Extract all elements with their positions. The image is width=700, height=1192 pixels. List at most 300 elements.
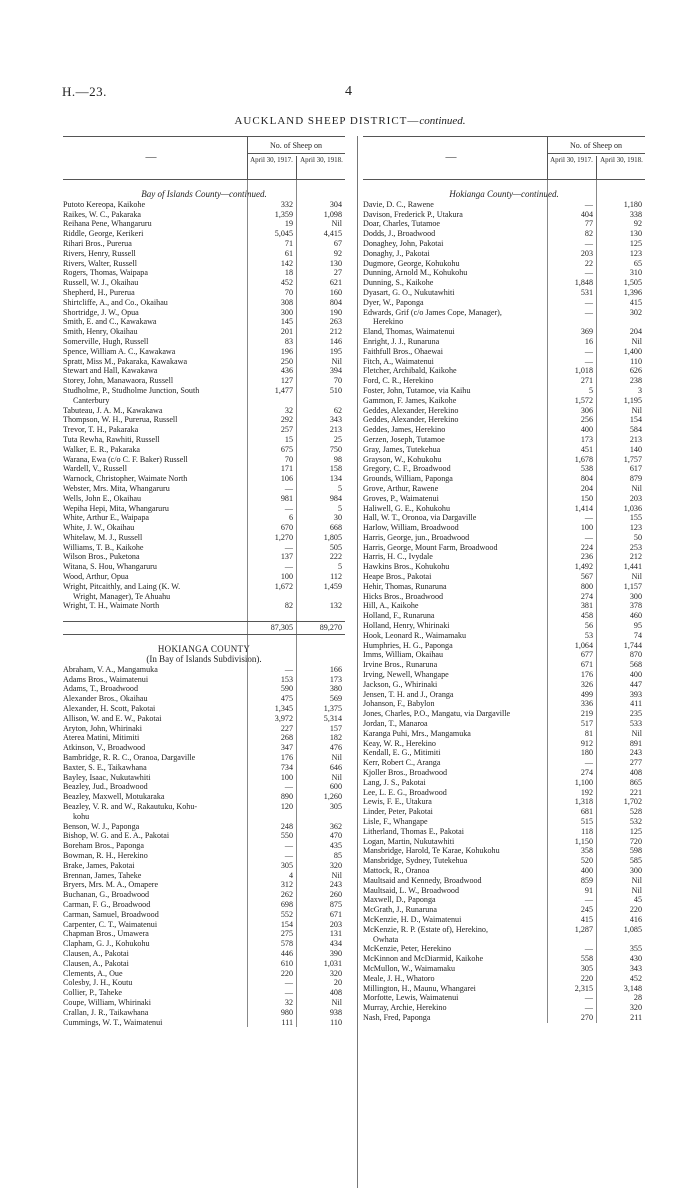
holder-name: Brake, James, Pakotai — [63, 860, 135, 870]
sheep-1917: 452 — [280, 278, 293, 288]
section-heading: Bay of Islands County—continued. — [141, 189, 267, 199]
table-row — [363, 406, 645, 416]
sheep-1917: 77 — [584, 219, 593, 229]
holder-name: Bowman, R. H., Herekino — [63, 851, 148, 860]
holder-name: Mansbridge, Harold, Te Karae, Kohukohu — [363, 846, 500, 856]
table-row — [63, 978, 345, 988]
holder-name: Shirtcliffe, A., and Co., Okaihau — [63, 297, 168, 307]
table-row — [363, 327, 645, 337]
sheep-1917: 196 — [280, 346, 293, 356]
sheep-1917: 271 — [580, 376, 593, 386]
sheep-1918: Nil — [331, 997, 342, 1007]
holder-name: Davison, Frederick P., Utakura — [363, 209, 463, 219]
table-row — [363, 592, 645, 602]
table-row — [363, 601, 645, 611]
sheep-1918: 305 — [329, 802, 342, 812]
sheep-1917: 520 — [580, 856, 593, 866]
sheep-1917: 451 — [580, 444, 593, 454]
sheep-1918: 131 — [329, 929, 342, 939]
table-row — [363, 650, 645, 660]
sheep-1918: 1,375 — [323, 704, 342, 714]
sheep-1918: 25 — [333, 434, 342, 444]
sheep-1918: 891 — [629, 738, 642, 748]
sheep-1917: 224 — [580, 542, 593, 552]
sheep-1917: 550 — [280, 831, 293, 841]
sheep-1918: Nil — [331, 772, 342, 782]
table-row — [63, 851, 345, 861]
table-row — [363, 523, 645, 533]
sheep-1918: 5 — [337, 503, 342, 513]
table-row — [63, 464, 345, 474]
sheep-1918: 203 — [629, 493, 642, 503]
holder-name: Clapham, G. J., Kohukohu — [63, 939, 150, 949]
holder-name: Grounds, William, Paponga — [363, 474, 453, 484]
year-1918-header: April 30, 1918. — [596, 156, 646, 180]
sheep-1918: 302 — [629, 307, 642, 317]
holder-name: McKinnon and McDiarmid, Kaikohe — [363, 954, 484, 964]
sheep-1918: 221 — [629, 787, 642, 797]
sheep-1918: 408 — [629, 768, 642, 778]
sheep-1917: 176 — [580, 670, 593, 680]
holder-name: Crallan, J. R., Taikawhana — [63, 1007, 149, 1017]
holder-name: Morfotte, Lewis, Waimatenui — [363, 993, 459, 1003]
sheep-1918: 112 — [330, 572, 342, 582]
holder-name: Karanga Puhi, Mrs., Mangamuka — [363, 728, 471, 738]
table-row — [363, 827, 645, 837]
sheep-1918: 213 — [329, 425, 342, 435]
sheep-1917: 82 — [284, 601, 293, 611]
holder-name: Keay, W. R., Herekino — [363, 738, 436, 748]
sheep-1917: 16 — [584, 336, 593, 346]
table-row — [363, 925, 645, 935]
sheep-1918: 123 — [629, 248, 642, 258]
sheep-1918: Nil — [631, 728, 642, 738]
sheep-1917: — — [584, 346, 593, 356]
sheep-1918: 1,441 — [623, 562, 642, 572]
table-row — [63, 724, 345, 734]
title-main: AUCKLAND SHEEP DISTRICT— — [234, 115, 420, 127]
table-row — [63, 582, 345, 592]
table-row — [363, 337, 645, 347]
holder-name: Haliwell, G. E., Kohukohu — [363, 503, 450, 513]
holder-name: Walker, E. R., Pakaraka — [63, 444, 141, 454]
sheep-1918: 1,805 — [323, 532, 342, 542]
sheep-1918: 584 — [629, 425, 642, 435]
sheep-1918: 155 — [629, 513, 642, 523]
holder-name: Kerr, Robert C., Aranga — [363, 758, 441, 768]
sheep-1917: 305 — [580, 963, 593, 973]
sheep-1917: 1,318 — [574, 797, 593, 807]
sheep-1917: 2,315 — [574, 983, 593, 993]
holder-name: Maultsaid and Kennedy, Broadwood — [363, 875, 482, 885]
sheep-1917: 800 — [580, 581, 593, 591]
sheep-1917: 458 — [580, 611, 593, 621]
holder-name: Tabuteau, J. A. M., Kawakawa — [63, 405, 163, 415]
sheep-1917: 859 — [580, 875, 593, 885]
sheep-1917: 552 — [280, 909, 293, 919]
sheep-1918: 5,314 — [323, 713, 342, 723]
holder-name: Clausen, A., Pakotai — [63, 958, 129, 968]
table-row — [63, 939, 345, 949]
holder-name: Imms, William, Okaihau — [363, 650, 444, 660]
name-column-header: — — [145, 151, 157, 163]
sheep-1918: 110 — [630, 356, 642, 366]
table-row — [363, 895, 645, 905]
table-row — [363, 533, 645, 543]
section-heading: HOKIANGA COUNTY — [157, 644, 251, 655]
holder-name: Somerville, Hugh, Russell — [63, 336, 149, 346]
holder-name: Beazley, V. R. and W., Rakautuku, Kohu- — [63, 802, 198, 812]
sheep-1917: 192 — [580, 787, 593, 797]
holder-name: Wepiha Hepi, Mita, Whangaruru — [63, 503, 169, 513]
table-row — [363, 513, 645, 523]
sheep-1918: 154 — [629, 415, 642, 425]
sheep-1917: — — [284, 851, 293, 860]
table-row — [363, 641, 645, 651]
table-row — [63, 552, 345, 562]
table-row — [363, 719, 645, 729]
sheep-1918: 195 — [329, 346, 342, 356]
sheep-1918: 671 — [329, 909, 342, 919]
table-row — [63, 484, 345, 494]
sheep-1918: 720 — [629, 836, 642, 846]
sheep-1918: Nil — [631, 336, 642, 346]
sheep-1918: 1,157 — [623, 581, 642, 591]
sheep-1917: 81 — [584, 728, 593, 738]
table-row — [63, 219, 345, 229]
sheep-1918: 1,031 — [323, 958, 342, 968]
table-row — [63, 743, 345, 753]
sheep-1918: 28 — [633, 993, 642, 1003]
holder-name: Raikes, W. C., Pakaraka — [63, 209, 142, 219]
holder-name: Grayson, W., Kohukohu — [363, 454, 442, 464]
table-row — [363, 484, 645, 494]
sheep-1917: — — [584, 513, 593, 523]
table-row — [63, 1018, 345, 1028]
sheep-1918: 865 — [629, 777, 642, 787]
table-row — [63, 562, 345, 572]
sheep-1917: 111 — [281, 1017, 293, 1027]
sheep-1917: 18 — [284, 268, 293, 278]
sheep-1917: 3,972 — [274, 713, 293, 723]
table-row — [363, 690, 645, 700]
sheep-1917: 677 — [580, 650, 593, 660]
table-row — [63, 753, 345, 763]
holder-name: kohu — [73, 811, 90, 821]
section-heading: Hokianga County—continued. — [449, 189, 559, 199]
sheep-1917: 201 — [280, 327, 293, 337]
table-row — [63, 337, 345, 347]
sheep-1917: — — [284, 782, 293, 792]
table-row — [363, 474, 645, 484]
table-row — [63, 259, 345, 269]
table-row — [363, 670, 645, 680]
sheep-1917: 154 — [280, 919, 293, 929]
table-row — [63, 592, 345, 602]
holder-name: Hall, W. T., Oronoa, via Dargaville — [363, 513, 477, 523]
holder-name: Baxter, S. E., Taikawhana — [63, 762, 147, 772]
holder-name: Bayley, Isaac, Nukutawhiti — [63, 772, 151, 782]
sheep-1917: 142 — [280, 258, 293, 268]
table-row — [363, 984, 645, 994]
sheep-1918: 140 — [629, 444, 642, 454]
table-row — [363, 964, 645, 974]
table-row — [63, 675, 345, 685]
table-row — [63, 959, 345, 969]
sheep-1917: 404 — [580, 209, 593, 219]
holder-name: Davie, D. C., Rawene — [363, 199, 434, 209]
sheep-1918: 505 — [329, 542, 342, 552]
sheep-1917: 250 — [280, 356, 293, 366]
table-row — [363, 317, 645, 327]
sheep-1917: 308 — [280, 297, 293, 307]
sheep-1918: 3 — [637, 385, 642, 395]
holder-name: White, Arthur E., Waipapa — [63, 513, 149, 523]
sheep-1918: 338 — [629, 209, 642, 219]
holder-name: Rivers, Henry, Russell — [63, 248, 136, 258]
holder-name: Hook, Leonard R., Waimamaku — [363, 630, 467, 640]
sheep-1918: 130 — [329, 258, 342, 268]
sheep-1917: 275 — [280, 929, 293, 939]
sheep-1918: 533 — [629, 719, 642, 729]
sheep-1918: 300 — [629, 865, 642, 875]
sheep-1918: 1,195 — [623, 395, 642, 405]
table-row — [363, 837, 645, 847]
sheep-1918: 260 — [329, 890, 342, 900]
table-row — [63, 792, 345, 802]
holder-name: Rogers, Thomas, Waipapa — [63, 268, 148, 278]
holder-name: Hill, A., Kaikohe — [363, 601, 419, 611]
sheep-1917: 499 — [580, 689, 593, 699]
holder-name: Russell, W. J., Okaihau — [63, 278, 139, 288]
sheep-1917: — — [284, 841, 293, 851]
holder-name: Aterea Matini, Mitimiti — [63, 733, 140, 743]
sheep-1917: 268 — [280, 733, 293, 743]
sheep-1918: 130 — [629, 229, 642, 239]
sheep-1917: 118 — [581, 826, 593, 836]
sheep-1917: 1,477 — [274, 385, 293, 395]
holder-name: Harris, George, Mount Farm, Broadwood — [363, 542, 498, 552]
sheep-1918: 125 — [629, 826, 642, 836]
table-row — [63, 396, 345, 406]
holder-name: Lang, J. S., Pakotai — [363, 777, 426, 787]
sheep-1918: 92 — [633, 219, 642, 229]
holder-name: Studholme, P., Studholme Junction, South — [63, 385, 200, 395]
sheep-1918: 238 — [629, 376, 642, 386]
sheep-1918: 528 — [629, 807, 642, 817]
holder-name: Williams, T. B., Kaikohe — [63, 542, 144, 552]
sheep-1918: 220 — [629, 905, 642, 915]
holder-name: Dodds, J., Broadwood — [363, 229, 436, 239]
holder-name: Doar, Charles, Tutamoe — [363, 219, 441, 229]
table-row — [63, 920, 345, 930]
table-row — [63, 386, 345, 396]
total-1917: 87,305 — [270, 623, 293, 633]
holder-name: McKenzie, Peter, Herekino — [363, 944, 452, 954]
sheep-1918: 476 — [329, 743, 342, 753]
holder-name: Enright, J. J., Runaruna — [363, 336, 440, 346]
table-row — [63, 504, 345, 514]
sheep-1918: 166 — [329, 664, 342, 674]
table-row — [63, 900, 345, 910]
sheep-1918: 355 — [629, 944, 642, 954]
sheep-1918: 343 — [329, 415, 342, 425]
sheep-1918: 213 — [629, 434, 642, 444]
sheep-1918: Nil — [331, 870, 342, 880]
sheep-1918: 804 — [329, 297, 342, 307]
sheep-1918: 569 — [329, 694, 342, 704]
sheep-1918: 435 — [329, 841, 342, 851]
sheep-1918: Nil — [631, 572, 642, 582]
table-row — [63, 841, 345, 851]
sheep-1918: 4,415 — [323, 229, 342, 239]
sheep-1917: 5,045 — [274, 229, 293, 239]
holder-name: Putoto Kereopa, Kaikohe — [63, 199, 146, 209]
holder-name: Shepherd, H., Purerua — [63, 287, 135, 297]
sheep-1918: 95 — [633, 621, 642, 631]
sheep-1918: 62 — [333, 405, 342, 415]
sheep-1917: 256 — [580, 415, 593, 425]
sheep-1917: — — [284, 664, 293, 674]
sheep-1918: 173 — [329, 674, 342, 684]
sheep-1917: 698 — [280, 899, 293, 909]
sheep-1918: 5 — [337, 562, 342, 572]
table-row — [363, 259, 645, 269]
sheep-1917: — — [584, 532, 593, 542]
sheep-1918: 938 — [329, 1007, 342, 1017]
sheep-1917: — — [584, 268, 593, 278]
sheep-1917: 1,018 — [574, 366, 593, 376]
holder-name: Wardell, V., Russell — [63, 464, 128, 474]
sheep-1918: 125 — [629, 238, 642, 248]
sheep-1918: 1,757 — [623, 454, 642, 464]
sheep-1917: — — [584, 895, 593, 905]
sheep-1918: 378 — [629, 601, 642, 611]
holder-name: Fitch, A., Waimatenui — [363, 356, 434, 366]
sheep-1917: 274 — [580, 591, 593, 601]
holder-name: Dunning, Arnold M., Kohukohu — [363, 268, 468, 278]
sheep-1918: Nil — [331, 753, 342, 763]
sheep-1917: 306 — [580, 405, 593, 415]
spacer — [63, 611, 345, 621]
sheep-1918: 750 — [329, 444, 342, 454]
report-reference: H.—23. — [62, 84, 107, 99]
table-row — [63, 445, 345, 455]
table-row — [363, 435, 645, 445]
sheep-1918: 123 — [629, 523, 642, 533]
sheep-1918: 460 — [629, 611, 642, 621]
sheep-1917: 203 — [580, 248, 593, 258]
sheep-1917: 61 — [284, 248, 293, 258]
table-row — [63, 347, 345, 357]
holder-name: Beazley, Maxwell, Motukaraka — [63, 792, 165, 802]
holder-name: Aryton, John, Whirinaki — [63, 723, 142, 733]
table-row — [363, 249, 645, 259]
sheep-1917: 1,414 — [574, 503, 593, 513]
sheep-1918: 190 — [329, 307, 342, 317]
table-row — [363, 876, 645, 886]
sheep-1918: 380 — [329, 684, 342, 694]
sheep-1918: 243 — [629, 748, 642, 758]
holder-name: Reihana Pene, Whangaruru — [63, 219, 152, 229]
table-row — [363, 543, 645, 553]
sheep-1918: Nil — [331, 219, 342, 229]
holder-name: Buchanan, G., Broadwood — [63, 890, 150, 900]
table-row — [63, 210, 345, 220]
holder-name: Cummings, W. T., Waimatenui — [63, 1017, 163, 1027]
holder-name: Bishop, W. G. and E. A., Pakotai — [63, 831, 170, 841]
sheep-1917: 70 — [284, 454, 293, 464]
table-row — [363, 974, 645, 984]
table-row — [363, 425, 645, 435]
sheep-1917: — — [284, 978, 293, 988]
holder-name: Warana, Ewa (c/o C. F. Baker) Russell — [63, 454, 188, 464]
holder-name: Wright, Manager), Te Ahuahu — [73, 591, 171, 601]
holder-name: Carpenter, C. T., Waimatenui — [63, 919, 158, 929]
holder-name: Hawkins Bros., Kohukohu — [363, 562, 450, 572]
sheep-count-header: No. of Sheep on — [270, 141, 322, 150]
sheep-1917: 100 — [580, 523, 593, 533]
holder-name: Benson, W. J., Paponga — [63, 821, 140, 831]
holder-name: Canterbury — [73, 395, 110, 405]
table-row — [63, 425, 345, 435]
holder-name: Irvine Bros., Runaruna — [363, 660, 438, 670]
sheep-1917: 220 — [580, 973, 593, 983]
sheep-1917: 981 — [280, 493, 293, 503]
sheep-1917: 83 — [284, 336, 293, 346]
holder-name: Atkinson, V., Broadwood — [63, 743, 146, 753]
holder-name: Beazley, Jud., Broadwood — [63, 782, 148, 792]
sheep-1917: 292 — [280, 415, 293, 425]
sheep-1917: — — [284, 562, 293, 572]
table-row — [363, 768, 645, 778]
table-row — [63, 684, 345, 694]
sheep-1917: 567 — [580, 572, 593, 582]
sheep-1918: 67 — [333, 238, 342, 248]
sheep-1917: 270 — [580, 1012, 593, 1022]
sheep-1918: 146 — [329, 336, 342, 346]
table-row — [63, 298, 345, 308]
left-column — [63, 136, 345, 1027]
holder-name: Dyasart, G. O., Nukutawhiti — [363, 287, 455, 297]
sheep-1917: 106 — [280, 474, 293, 484]
sheep-1918: Nil — [631, 885, 642, 895]
sheep-1918: 875 — [329, 899, 342, 909]
holder-name: Adams Bros., Waimatenui — [63, 674, 149, 684]
table-row — [363, 562, 645, 572]
holder-name: Donaghey, John, Pakotai — [363, 238, 444, 248]
holder-name: Trevor, T. H., Pakaraka — [63, 425, 139, 435]
table-row — [63, 239, 345, 249]
total-1918: 89,270 — [319, 623, 342, 633]
sheep-1917: 590 — [280, 684, 293, 694]
holder-name: McKenzie, H. D., Waimatenui — [363, 914, 462, 924]
table-row — [63, 308, 345, 318]
sheep-1918: 668 — [329, 523, 342, 533]
sheep-1917: 610 — [280, 958, 293, 968]
sheep-1918: 343 — [629, 963, 642, 973]
sheep-1917: 274 — [580, 768, 593, 778]
sheep-1918: Nil — [631, 483, 642, 493]
sheep-1917: — — [284, 483, 293, 493]
sheep-1918: 626 — [629, 366, 642, 376]
sheep-1918: 1,459 — [323, 581, 342, 591]
table-row — [363, 298, 645, 308]
sheep-1917: 71 — [284, 238, 293, 248]
table-row — [363, 729, 645, 739]
sheep-1918: 621 — [329, 278, 342, 288]
holder-name: Irving, Newell, Whangape — [363, 670, 449, 680]
